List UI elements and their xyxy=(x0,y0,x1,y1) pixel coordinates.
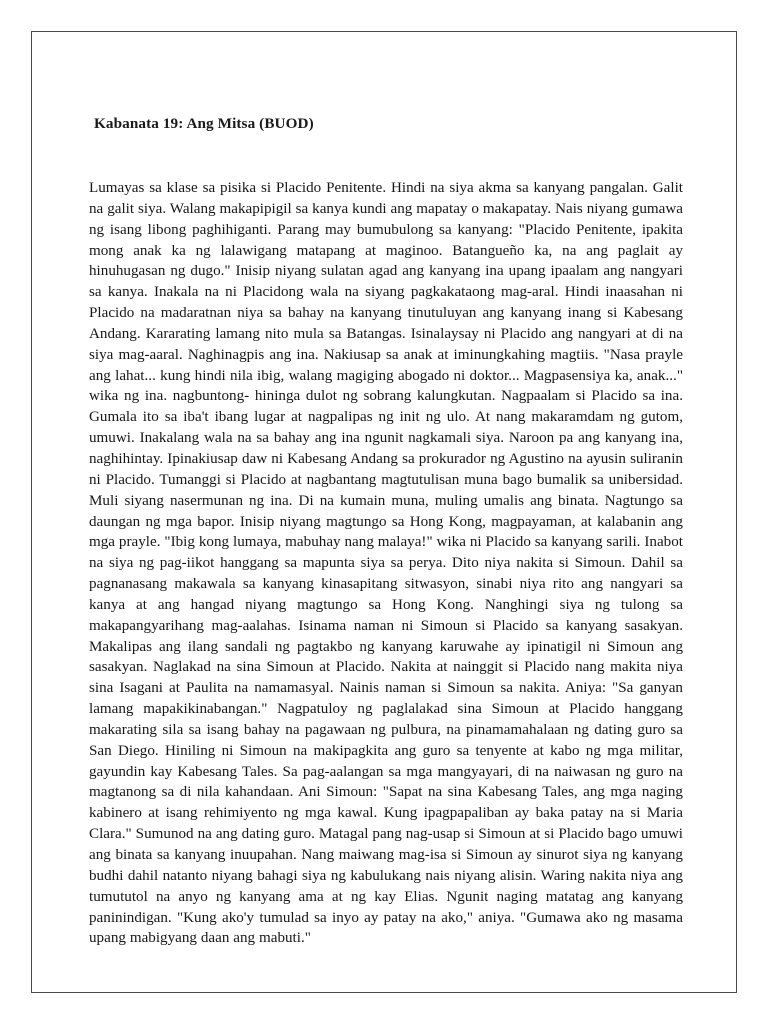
body-paragraph: Lumayas sa klase sa pisika si Placido Penitente. Hindi na siya akma sa kanyang pangalan. Galit na galit siya. Walang makapipigil sa kanya kundi ang mapatay o makapatay. Nais niyang gumawa ng isang libong paghihiganti. Parang may bumubulong sa kanyang: "Placido Penitente, ipakita mong anak ka ng lalawigang matapang at maginoo. Batangueño ka, na ang paglait ay hinuhugasan ng dugo." Inisip niyang sulatan agad ang kanyang ina upang ipaalam ang nangyari sa kanya. Inakala na ni Placidong wala na siyang pagkakataong mag-aral. Hindi inaasahan ni Placido na madaratnan niya sa bahay na kanyang tinutuluyan ang kanyang inang si Kabesang Andang. Kararating lamang nito mula sa Batangas. Isinalaysay ni Placido ang nangyari at di na siya mag-aaral. Naghinagpis ang ina. Nakiusap sa anak at iminungkahing magtiis. "Nasa prayle ang lahat... kung hindi nila ibig, walang magiging abogado ni doktor... Magpasensiya ka, anak..." wika ng ina. nagbuntong- hininga dulot ng sobrang kalungkutan. Nagpaalam si Placido sa ina. Gumala ito sa iba't ibang lugar at nagpalipas ng init ng ulo. At nang makaramdam ng gutom, umuwi. Inakalang wala na sa bahay ang ina ngunit nagkamali siya. Naroon pa ang kanyang ina, naghihintay. Ipinakiusap daw ni Kabesang Andang sa prokurador ng Agustino na ayusin suliranin ni Placido. Tumanggi si Placido at nagbantang magtutulisan muna bago bumalik sa unibersidad. Muli siyang nasermunan ng ina. Di na kumain muna, muling umalis ang binata. Nagtungo sa daungan ng mga bapor. Inisip niyang magtungo sa Hong Kong, magpayaman, at kalabanin ang mga prayle. "Ibig kong lumaya, mabuhay nang malaya!" wika ni Placido sa kanyang sarili. Inabot na siya ng pag-iikot hanggang sa mapunta siya sa perya. Dito niya nakita si Simoun. Dahil sa pagnanasang makawala sa kanyang kinasapitang sitwasyon, sinabi niya rito ang nangyari sa kanya at ang hangad niyang magtungo sa Hong Kong. Nanghingi siya ng tulong sa makapangyarihang mag-aalahas. Isinama naman ni Simoun si Placido sa kanyang sasakyan. Makalipas ang ilang sandali ng pagtakbo ng kanyang karuwahe ay ipinatigil ni Simoun ang sasakyan. Naglakad na sina Simoun at Placido. Nakita at nainggit si Placido nang makita niya sina Isagani at Paulita na namamasyal. Nainis naman si Simoun sa nakita. Aniya: "Sa ganyan lamang mapakikinabangan." Nagpatuloy ng paglalakad sina Simoun at Placido hanggang makarating sila sa isang bahay na pagawaan ng pulbura, na pinamamahalaan ng dating guro sa San Diego. Hiniling ni Simoun na makipagkita ang guro sa tenyente at kabo ng mga militar, gayundin kay Kabesang Tales. Sa pag-aalangan sa mga mangyayari, di na naiwasan ng guro na magtanong sa di nila kahandaan. Ani Simoun: "Sapat na sina Kabesang Tales, ang mga naging kabinero at isang rehimiyento ng mga kawal. Kung ipagpapaliban ay baka patay na si Maria Clara." Sumunod na ang dating guro. Matagal pang nag-usap si Simoun at si Placido bago umuwi ang binata sa kanyang inuupahan. Nang maiwang mag-isa si Simoun ay sinurot siya ng kanyang budhi dahil natanto niyang bahagi siya ng kabulukang nais niyang alisin. Waring nakita niya ang tumututol na anyo ng kanyang ama at ng kay Elias. Ngunit naging matatag ang kanyang paninindigan. "Kung ako'y tumulad sa inyo ay patay na ako," aniya. "Gumawa ako ng masama upang mabigyang daan ang mabuti." xyxy=(89,180,683,947)
page-content-area xyxy=(89,114,683,949)
page-border-frame xyxy=(31,31,737,993)
title-body-spacer xyxy=(89,134,683,178)
page-title: Kabanata 19: Ang Mitsa (BUOD) xyxy=(94,115,314,132)
